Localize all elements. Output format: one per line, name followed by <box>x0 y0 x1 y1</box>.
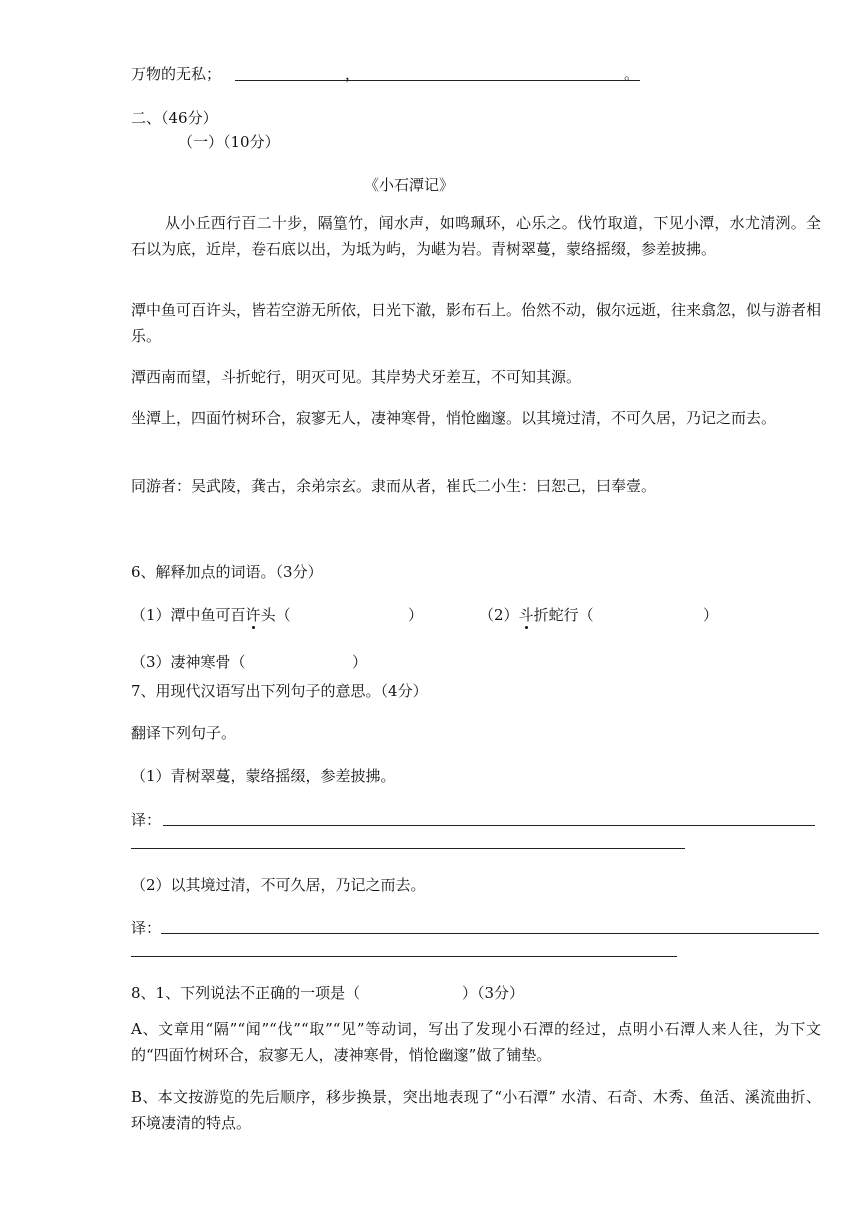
question-6-stem: 6、解释加点的词语。（3分） <box>131 563 323 581</box>
question-7-instruction: 翻译下列句子。 <box>131 724 237 742</box>
answer-blank-line[interactable] <box>163 825 815 826</box>
answer-blank-line[interactable] <box>235 80 640 81</box>
passage-title: 《小石潭记》 <box>364 176 455 194</box>
answer-blank-line[interactable] <box>161 933 819 934</box>
answer-blank-line[interactable] <box>131 956 677 957</box>
dotted-word: 斗 <box>518 606 534 624</box>
item-text: 头（ <box>260 606 291 624</box>
passage-paragraph: 坐潭上，四面竹树环合，寂寥无人，凄神寒骨，悄怆幽邃。以其境过清，不可久居，乃记之而去。 <box>131 409 777 427</box>
question-8-stem: 8、1、下列说法不正确的一项是（ <box>131 984 361 1002</box>
answer-paren-close: ） <box>703 606 719 624</box>
option-b: B、本文按游览的先后顺序，移步换景，突出地表现了“小石潭” 水清、石奇、木秀、鱼活、溪流曲折、环境凄清的特点。 <box>131 1088 821 1132</box>
answer-paren-close: ） <box>352 653 368 671</box>
answer-blank-line[interactable] <box>131 848 685 849</box>
question-6-item-2 <box>479 604 594 625</box>
passage-paragraph: 从小丘西行百二十步，隔篁竹，闻水声，如鸣珮环，心乐之。伐竹取道，下见小潭，水尤清洌。全石以为底，近岸，卷石底以出，为坻为屿，为嵁为岩。青树翠蔓，蒙络摇缀，参差披拂。 <box>131 214 821 258</box>
translation-label: 译： <box>131 919 162 937</box>
question-8-stem-close: ）（3分） <box>462 984 525 1002</box>
dotted-word: 许 <box>245 606 261 624</box>
passage-paragraph: 潭中鱼可百许头，皆若空游无所依，日光下澈，影布石上。佁然不动，俶尔远逝，往来翕忽，似与游者相乐。 <box>131 301 822 345</box>
item-text: （1）潭中鱼可百 <box>131 606 246 624</box>
question-7-sentence-2: （2）以其境过清，不可久居，乃记之而去。 <box>131 876 426 894</box>
fill-blank-period: 。 <box>624 65 640 83</box>
subsection-heading: （一）（10分） <box>178 133 280 151</box>
item-text: （2） <box>479 606 519 624</box>
translation-label: 译： <box>131 811 162 829</box>
passage-paragraph: 同游者：吴武陵，龚古，余弟宗玄。隶而从者，崔氏二小生：曰恕己，曰奉壹。 <box>131 477 657 495</box>
question-6-item-3: （3）凄神寒骨（ <box>131 653 246 671</box>
answer-paren-close: ） <box>408 606 424 624</box>
fill-blank-label: 万物的无私； <box>131 65 222 83</box>
question-7-sentence-1: （1）青树翠蔓，蒙络摇缀，参差披拂。 <box>131 767 396 785</box>
section-heading: 二、（46分） <box>131 109 218 127</box>
question-7-stem: 7、用现代汉语写出下列句子的意思。（4分） <box>131 682 428 700</box>
passage-paragraph: 潭西南而望，斗折蛇行，明灭可见。其岸势犬牙差互，不可知其源。 <box>131 368 582 386</box>
option-a: A、文章用“隔”“闻”“伐”“取”“见”等动词，写出了发现小石潭的经过，点明小石潭人来人往，为下文的“四面竹树环合，寂寥无人，凄神寒骨，悄怆幽邃”做了铺垫。 <box>131 1020 821 1064</box>
fill-blank-comma: ， <box>345 65 361 83</box>
item-text: 折蛇行（ <box>533 606 594 624</box>
question-6-item-1 <box>131 604 291 625</box>
